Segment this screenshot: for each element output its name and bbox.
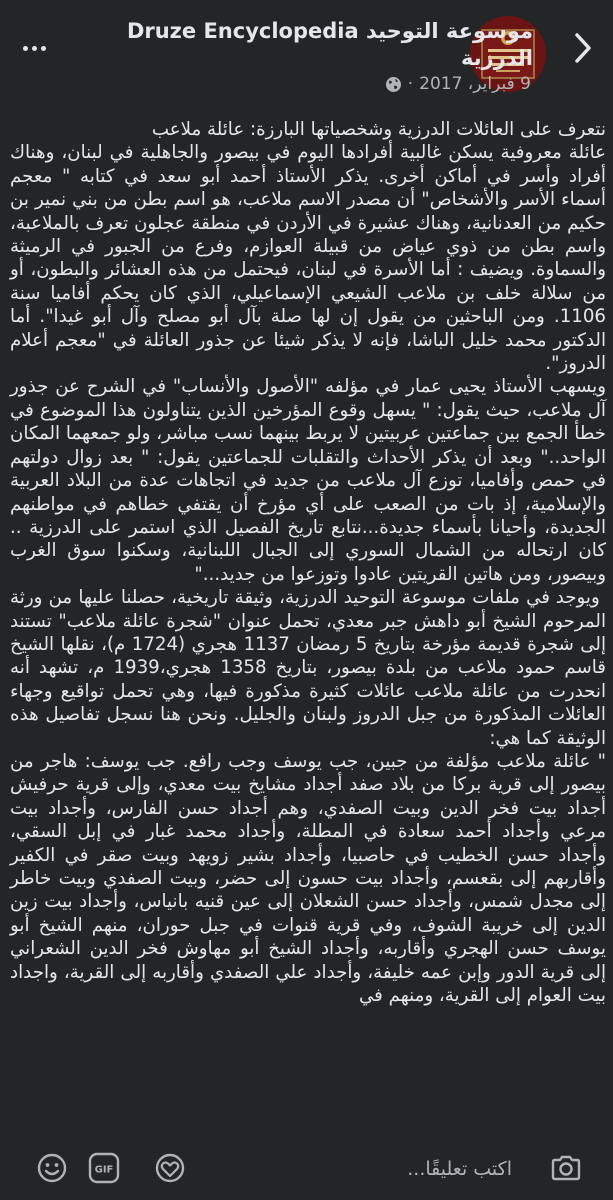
emoji-button[interactable]: [34, 1150, 70, 1186]
emoji-icon: [36, 1152, 68, 1184]
post-date[interactable]: 9 فبراير، 2017: [419, 74, 531, 94]
avatar-sticker-button[interactable]: [152, 1150, 188, 1186]
gif-button[interactable]: [86, 1150, 122, 1186]
post-header: [0, 0, 613, 112]
gif-label: GIF: [94, 1164, 114, 1176]
comment-input[interactable]: اكتب تعليقًا...: [407, 1158, 512, 1180]
camera-button[interactable]: [548, 1150, 584, 1186]
meta-separator: ·: [407, 74, 414, 94]
back-button[interactable]: [562, 28, 602, 68]
camera-icon: [550, 1154, 582, 1182]
post-meta: [385, 74, 531, 94]
back-chevron-icon: [571, 31, 593, 65]
post-body-text: نتعرف على العائلات الدرزية وشخصياتها البارزة: عائلة ملاعب عائلة معروفية يسكن غالبية أفرادها اليوم في بيصور والجاهلية في لبنان، وهناك أفراد وأسر في أماكن أخرى. يذكر الأستاذ أحمد أبو سعد في كتابه " معجم أسماء الأسر والأشخاص" أن مصدر الاسم ملاعب، هو اسم بطن من بني نمير بن حكيم من العدنانية، وهناك عشيرة في الأردن في منطقة عجلون تعرف بالملاعبة، واسم بطن من ذوي عياض من قبيلة العوازم، وفرع من الجبور في الرميثة والسماوة. ويضيف : أما الأسرة في لبنان، فيحتمل من هذه العشائر والبطون، أو من سلالة خلف بن ملاعب الشيعي الإسماعيلي، الذي كان يحكم أفاميا سنة 1106. ومن الباحثين من يقول إن لها صلة بآل أبو مصلح وآل أبو غيدا". أما الدكتور محمد خليل الباشا، فإنه لا يذكر شيئا عن جذور العائلة في "معجم أعلام الدروز". ويسهب الأستاذ يحيى عمار في مؤلفه "الأصول والأنساب" في الشرح عن جذور آل ملاعب، حيث يقول: " يسهل وقوع المؤرخين الذين يتناولون هذا الموضوع في خطأ الجمع بين جماعتين عربيتين لا يربط بينهما نسب مباشر، ولو جمعهما المكان الواحد.." وبعد أن يذكر الأحداث والتقلبات للجماعتين يقول: " بعد زوال دولتهم في حمص وأفاميا، توزع آل ملاعب من جديد في اتجاهات عدة من البلاد العربية والإسلامية، إذ بات من الصعب على أي مؤرخ أن يقتفي خطاهم في مواطنهم الجديدة، وأحيانا بأسماء جديدة...نتابع تاريخ الفصيل الذي استمر على الدرزية .. كان ارتحاله من الشمال السوري إلى الجبال اللبنانية، وسكنوا سوق الغرب وبيصور، ومن هاتين القريتين عادوا وتوزعوا من جديد..." ويوجد في ملفات موسوعة التوحيد الدرزية، وثيقة تاريخية، حصلنا عليها من ورثة المرحوم الشيخ أبو داهش جبر معدي، تحمل عنوان "شجرة عائلة ملاعب" تستند إلى شجرة قديمة مؤرخة بتاريخ 5 رمضان 1137 هجري (1724 م)، نقلها الشيخ قاسم حمود ملاعب من بلدة بيصور، بتاريخ 1358 هجري،1939 م، تشهد أنه انحدرت من عائلة ملاعب عائلات كثيرة مذكورة فيها، وهي تحمل تواقيع وجهاء العائلات المذكورة من جبل الدروز ولبنان والجليل. ونحن هنا نسجل تفاصيل هذه الوثيقة كما هي: " عائلة ملاعب مؤلفة من جبين، جب يوسف وجب رافع. جب يوسف: هاجر من بيصور إلى قرية بركا من بلاد صفد أجداد مشايخ بيت معدي، وإلى قرية حرفيش أجداد بيت فخر الدين وبيت الصفدي، وهم أجداد حسن الفارس، وأجداد بيت مرعي وأجداد أحمد سعادة في المطلة، وأجداد محمد غبار في إبل السقي، وأجداد حسن الخطيب في حاصبيا، وأجداد بشير زويهد وبيت صقر في الكفير وأقاربهم إلى بقعسم، وأجداد بيت حسون إلى حضر، وبيت الصفدي وبيت خاطر إلى مجدل شمس، وأجداد حسن الشعلان إلى عين قنيه بانياس، وأجداد بيت زين الدين إلى خريبة الشوف، وفي قرية قنوات في جبل حوران، منهم الشيخ أبو يوسف حسن الهجري وأقاربه، وأجداد الشيخ أبو مهاوش فخر الدين الشعراني إلى قرية الدور وإبن عمه خليفة، وأجداد علي الصفدي وأقاربه إلى القرية، واجداد بيت العوام إلى القرية، ومنهم في: [10, 119, 606, 1007]
page-name[interactable]: موسوعة التوحيد Druze Encyclopedia الدرزية: [126, 19, 533, 70]
more-dots-icon: [23, 46, 28, 51]
comment-bar: [0, 1138, 613, 1200]
more-options-button[interactable]: [16, 36, 52, 60]
gif-icon: [87, 1151, 121, 1185]
avatar-sticker-icon: [154, 1152, 186, 1184]
globe-icon: [385, 76, 402, 93]
